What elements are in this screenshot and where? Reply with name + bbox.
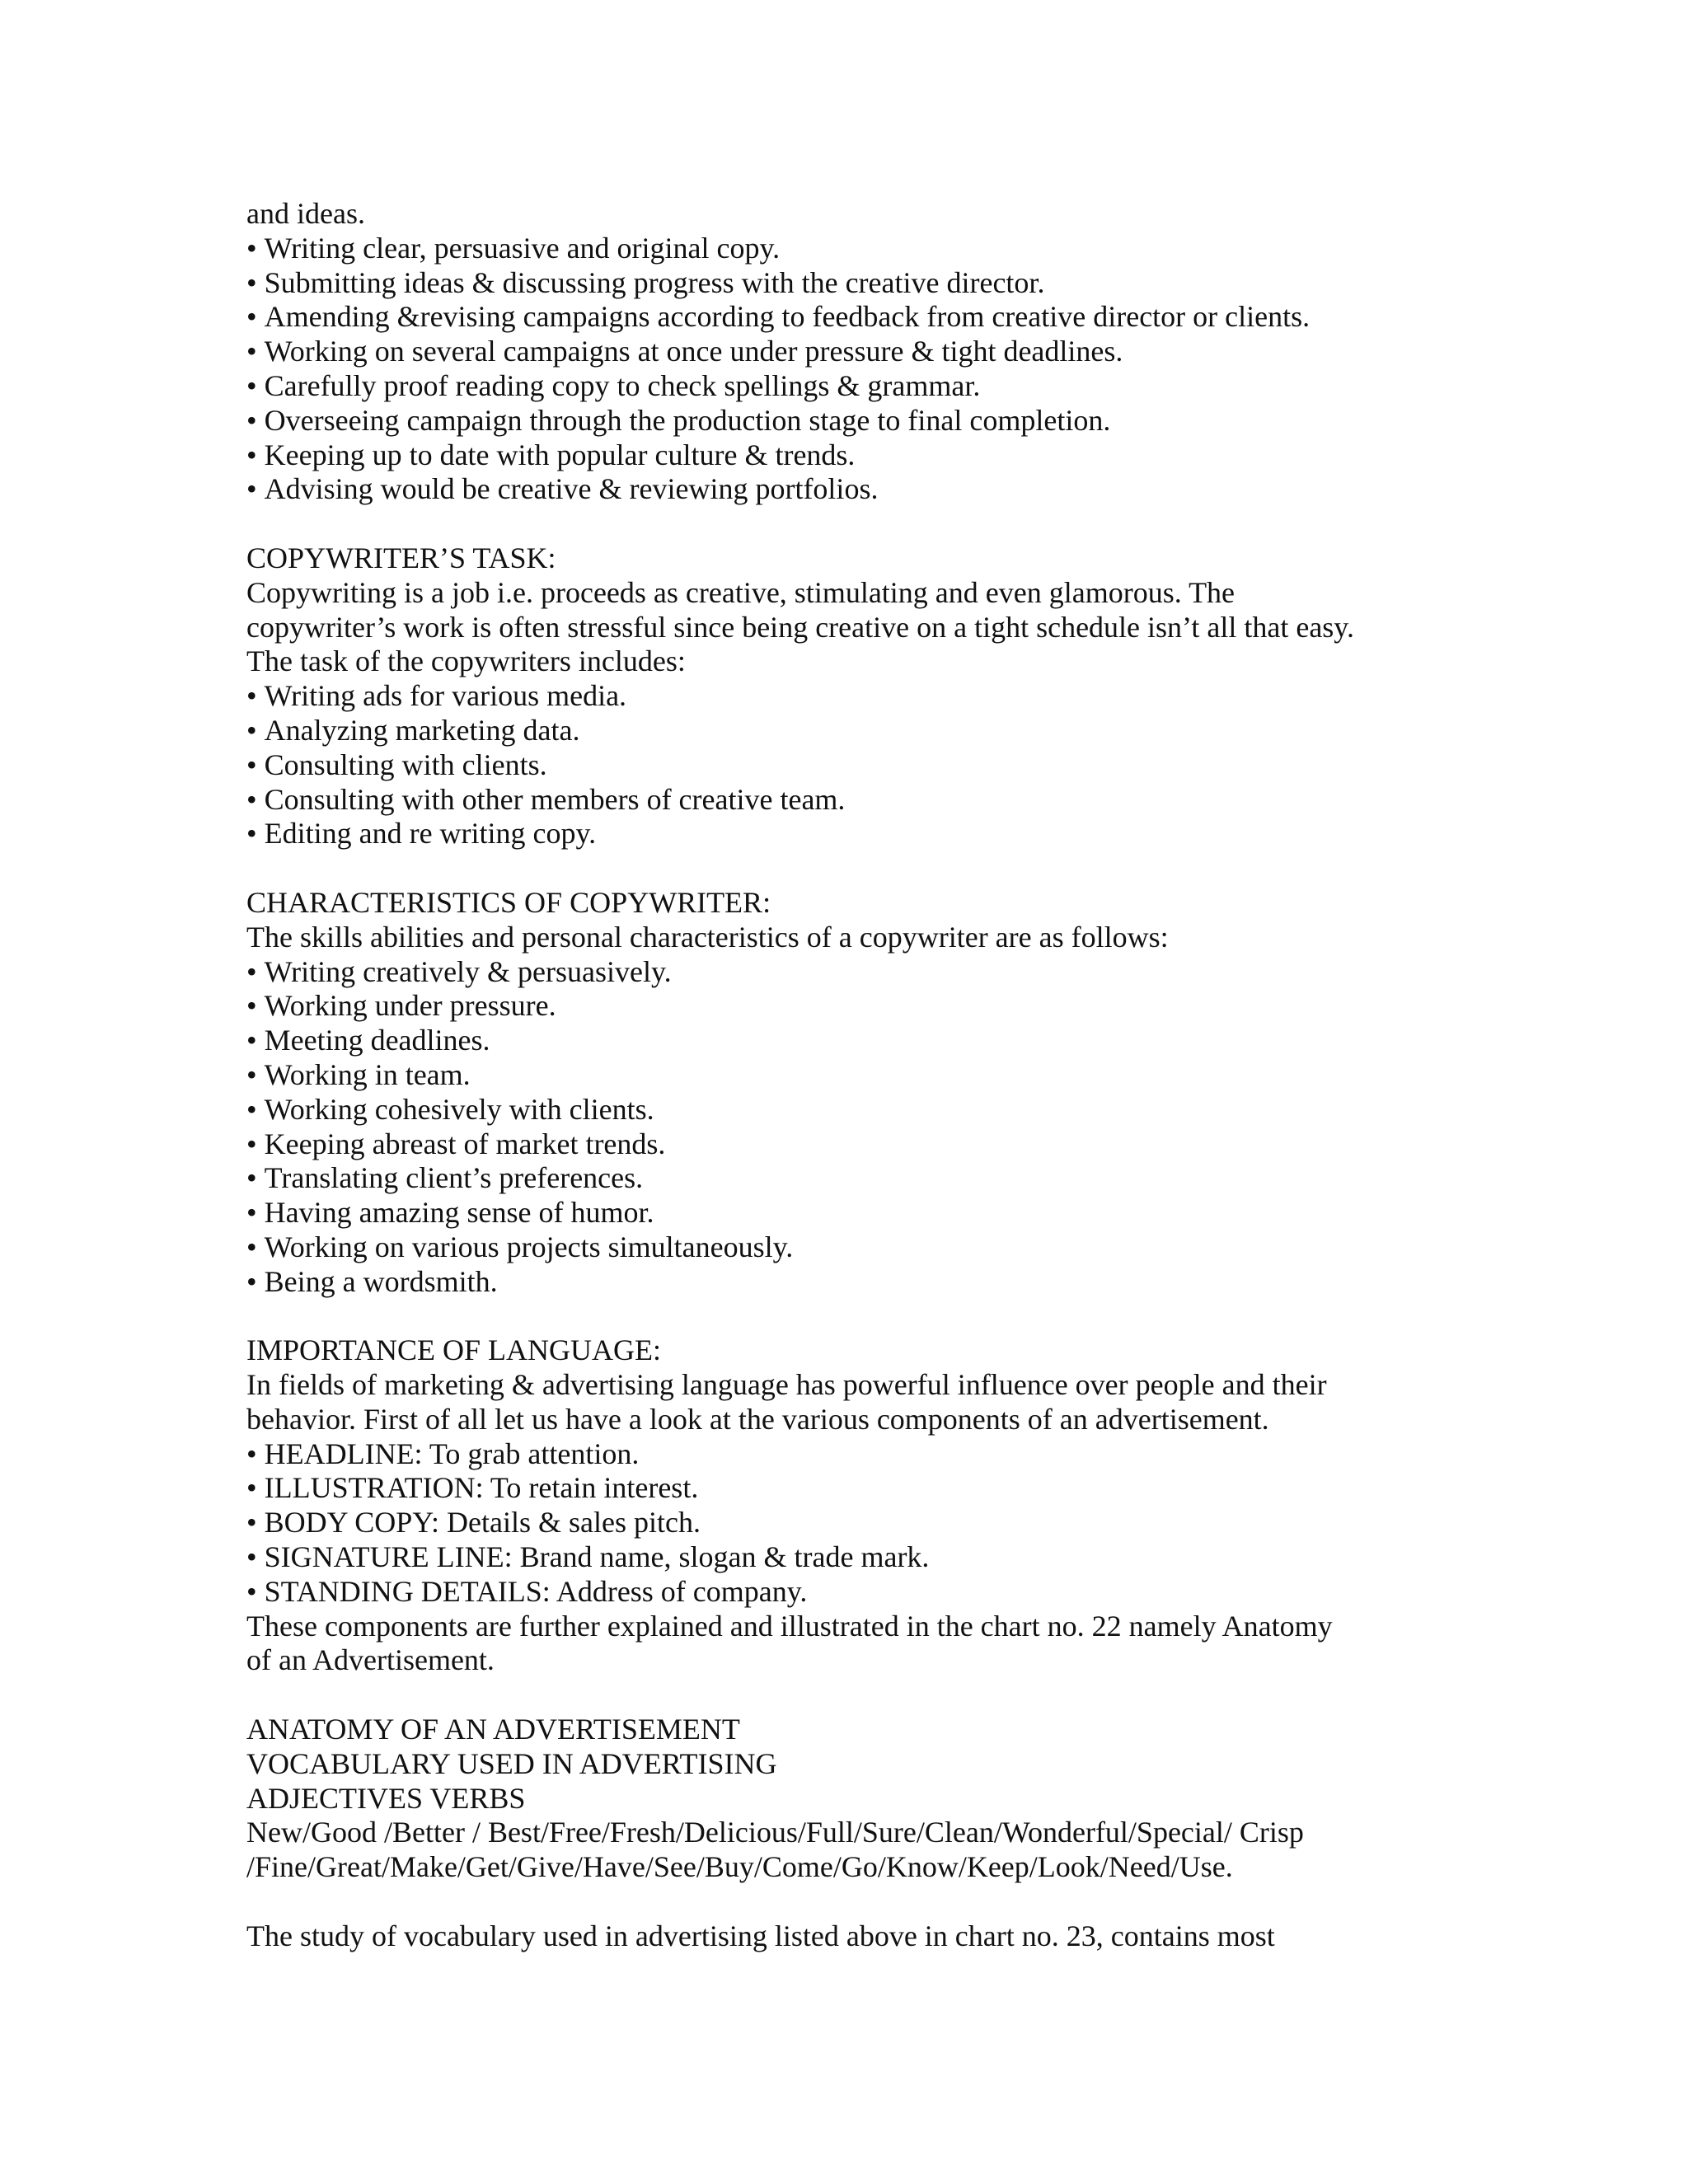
list-item: • Working under pressure. [246,989,1648,1024]
paragraph-line: The study of vocabulary used in advertising listed above in chart no. 23, contains most [246,1919,1275,1952]
list-item: • Consulting with other members of creative team. [246,783,1648,818]
list-item: • HEADLINE: To grab attention. [246,1437,1648,1472]
section-heading-task: COPYWRITER’S TASK: [246,541,556,574]
list-item: • Overseeing campaign through the production stage to final completion. [246,404,1648,438]
characteristics-bullet-list [246,955,1648,1300]
list-item: • Advising would be creative & reviewing portfolios. [246,472,1648,507]
list-item: • Writing clear, persuasive and original copy. [246,232,1648,266]
section-heading-adjectives-verbs: ADJECTIVES VERBS [246,1781,526,1815]
list-item: • Translating client’s preferences. [246,1161,1648,1196]
section-gap [246,507,1648,541]
list-item: • Working in team. [246,1058,1648,1093]
vocabulary-line: New/Good /Better / Best/Free/Fresh/Delicious/Full/Sure/Clean/Wonderful/Special/ Crisp [246,1816,1304,1849]
paragraph-line: copywriter’s work is often stressful since being creative on a tight schedule isn’t all that easy. [246,610,1354,644]
list-item: • Working on several campaigns at once under pressure & tight deadlines. [246,335,1648,369]
intro-continuation: and ideas. [246,197,365,230]
list-item: • STANDING DETAILS: Address of company. [246,1575,1648,1610]
intro-bullet-list [246,232,1648,507]
list-item: • Analyzing marketing data. [246,714,1648,748]
section-gap [246,1300,1648,1334]
list-item: • Amending &revising campaigns according to feedback from creative director or clients. [246,300,1648,335]
paragraph-line: These components are further explained and illustrated in the chart no. 22 namely Anatomy [246,1609,1333,1643]
paragraph-line: behavior. First of all let us have a look at the various components of an advertisement. [246,1402,1269,1436]
list-item: • Meeting deadlines. [246,1024,1648,1058]
paragraph-line: The task of the copywriters includes: [246,644,686,678]
paragraph-line: The skills abilities and personal characteristics of a copywriter are as follows: [246,920,1169,954]
paragraph-line: of an Advertisement. [246,1643,495,1677]
vocabulary-line: /Fine/Great/Make/Get/Give/Have/See/Buy/Come/Go/Know/Keep/Look/Need/Use. [246,1850,1233,1884]
section-heading-anatomy: ANATOMY OF AN ADVERTISEMENT [246,1713,740,1746]
section-gap [246,851,1648,886]
list-item: • Writing creatively & persuasively. [246,955,1648,990]
task-bullet-list [246,679,1648,851]
list-item: • Being a wordsmith. [246,1265,1648,1300]
list-item: • Working cohesively with clients. [246,1093,1648,1127]
section-gap [246,1885,1648,1919]
list-item: • ILLUSTRATION: To retain interest. [246,1471,1648,1506]
language-bullet-list [246,1437,1648,1610]
list-item: • Writing ads for various media. [246,679,1648,714]
list-item: • Submitting ideas & discussing progress with the creative director. [246,266,1648,301]
section-gap [246,1678,1648,1713]
list-item: • BODY COPY: Details & sales pitch. [246,1506,1648,1540]
list-item: • Having amazing sense of humor. [246,1196,1648,1230]
paragraph-line: In fields of marketing & advertising language has powerful influence over people and their [246,1368,1327,1402]
list-item: • SIGNATURE LINE: Brand name, slogan & trade mark. [246,1540,1648,1575]
document-page [246,197,1648,1954]
section-heading-language: IMPORTANCE OF LANGUAGE: [246,1333,661,1367]
list-item: • Keeping up to date with popular culture & trends. [246,438,1648,473]
section-heading-characteristics: CHARACTERISTICS OF COPYWRITER: [246,885,771,919]
section-heading-vocabulary: VOCABULARY USED IN ADVERTISING [246,1746,777,1780]
paragraph-line: Copywriting is a job i.e. proceeds as creative, stimulating and even glamorous. The [246,575,1236,609]
list-item: • Consulting with clients. [246,748,1648,783]
list-item: • Carefully proof reading copy to check spellings & grammar. [246,369,1648,404]
list-item: • Working on various projects simultaneously. [246,1230,1648,1265]
list-item: • Editing and re writing copy. [246,817,1648,851]
list-item: • Keeping abreast of market trends. [246,1127,1648,1162]
